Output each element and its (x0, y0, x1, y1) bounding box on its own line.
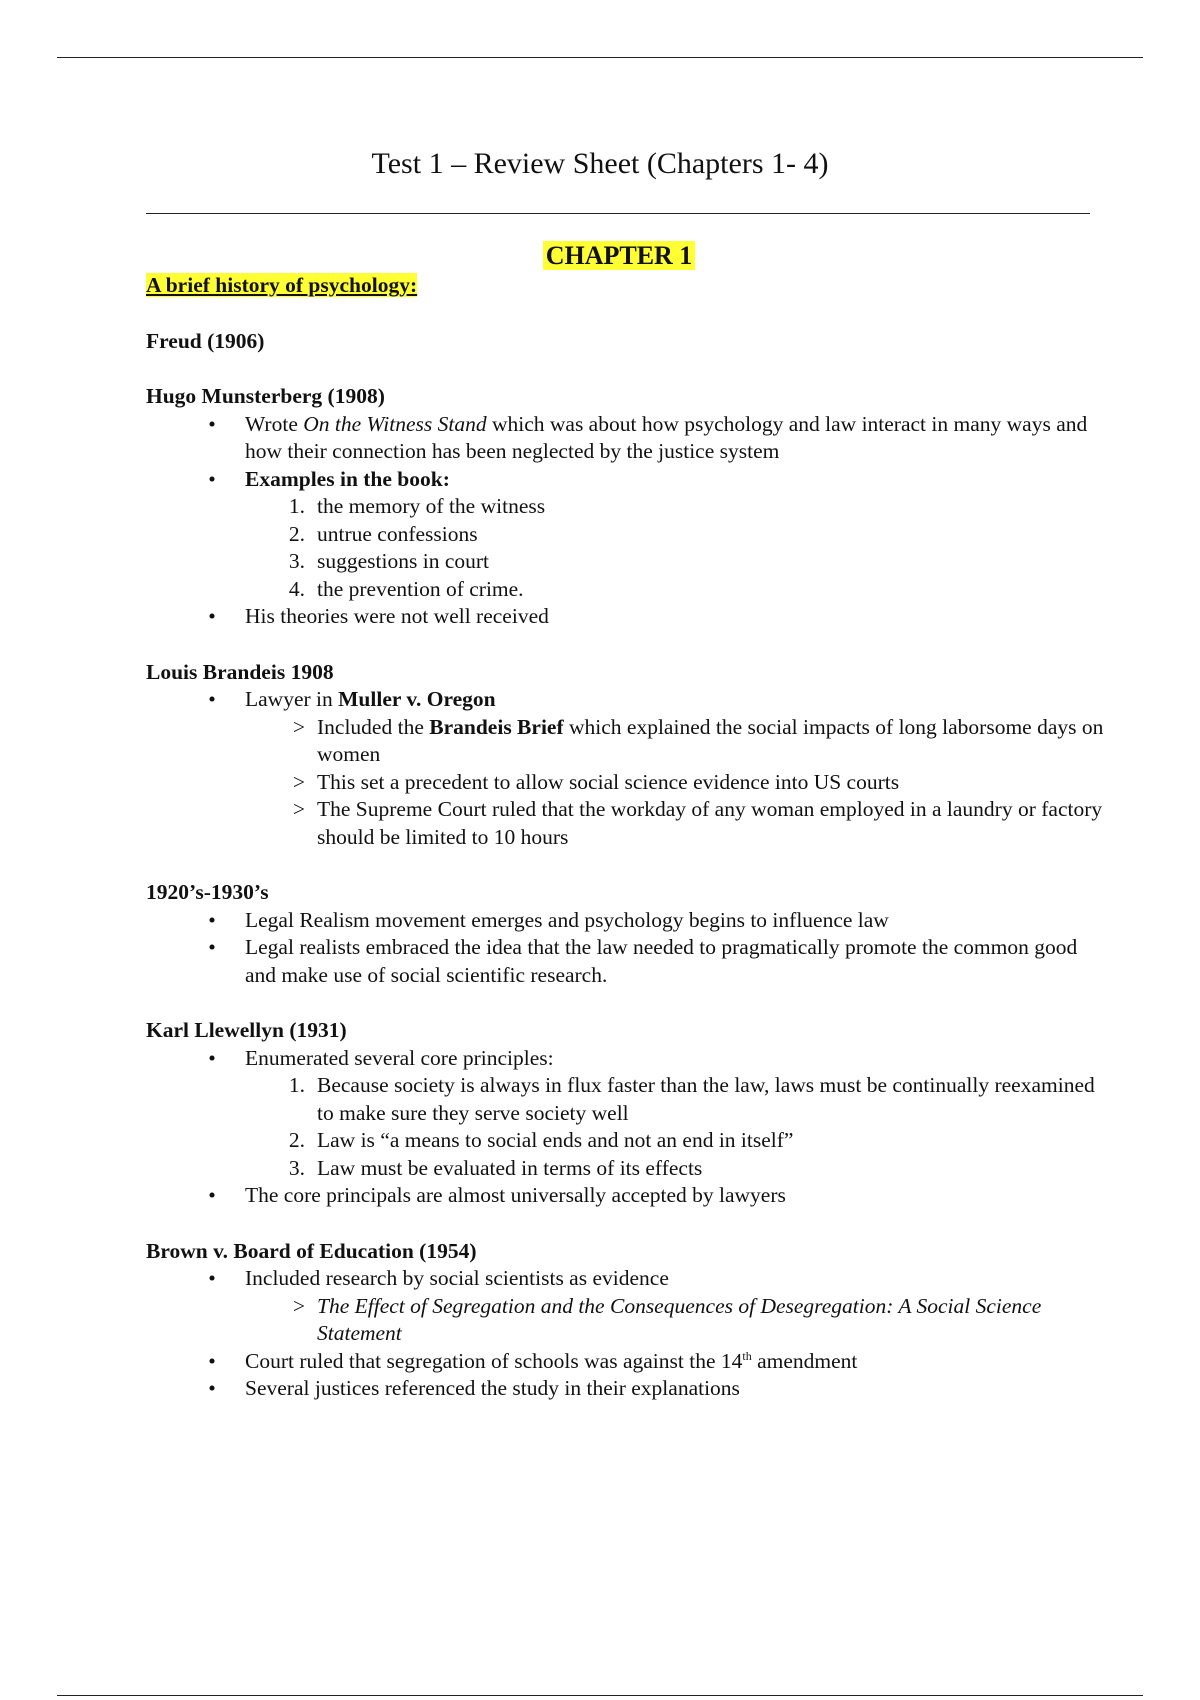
list-item: 3. Law must be evaluated in terms of its effects (288, 1155, 703, 1180)
book-title: On the Witness Stand (303, 411, 487, 436)
page-bottom-rule (57, 1695, 1143, 1696)
list-item: • Lawyer in Muller v. Oregon > Included the Brandeis Brief which explained the social impacts of long laborsome days on women > This set a precedent to allow social science evidence into US courts > The Supreme Court ruled that the workday of any woman employed in a laundry or factory should be limited to 10 hours (245, 686, 1106, 851)
brown-sublist (245, 1293, 1106, 1348)
realism-list (146, 907, 1106, 990)
list-item: • Wrote On the Witness Stand which was about how psychology and law interact in many ways and how their connection has been neglected by the justice system (208, 411, 1088, 463)
list-item: > This set a precedent to allow social science evidence into US courts (292, 769, 900, 794)
page-title: Test 1 – Review Sheet (Chapters 1- 4) (371, 147, 829, 180)
examples-list (245, 493, 1106, 603)
list-item: 2. untrue confessions (288, 521, 478, 546)
title-divider (146, 213, 1090, 214)
list-item: • Included research by social scientists as evidence > The Effect of Segregation and the Consequences of Desegregation: A Social Science Statement (245, 1265, 1106, 1348)
llewellyn-list (146, 1045, 1106, 1210)
section-heading: A brief history of psychology: (146, 273, 418, 297)
chapter-heading (0, 240, 1200, 272)
list-item: 2. Law is “a means to social ends and not an end in itself” (288, 1128, 794, 1152)
llewellyn-heading: Karl Llewellyn (1931) (146, 1018, 347, 1042)
chapter-label: CHAPTER 1 (543, 241, 696, 270)
brown-heading: Brown v. Board of Education (1954) (146, 1238, 477, 1263)
list-item: 1. Because society is always in flux faster than the law, laws must be continually reexamined to make sure they serve society well (288, 1073, 1095, 1125)
munsterberg-heading: Hugo Munsterberg (1908) (146, 384, 385, 408)
list-item: > The Supreme Court ruled that the workday of any woman employed in a laundry or factory should be limited to 10 hours (292, 797, 1103, 849)
brandeis-list (146, 686, 1106, 851)
list-item: • Examples in the book: 1. the memory of the witness 2. untrue confessions 3. suggestions in court 4. the prevention of crime. (245, 466, 1106, 604)
brandeis-sublist (245, 714, 1106, 852)
list-item: • Enumerated several core principles: 1. Because society is always in flux faster than the law, laws must be continually reexamined to make sure they serve society well 2. Law is “a means to social ends and not an end in itself” 3. Law must be evaluated in terms of its effects (245, 1045, 1106, 1183)
list-item: • The core principals are almost universally accepted by lawyers (208, 1183, 786, 1207)
list-item: > Included the Brandeis Brief which explained the social impacts of long laborsome days on women (292, 714, 1104, 766)
list-item: 1. the memory of the witness (288, 494, 546, 518)
brandeis-heading: Louis Brandeis 1908 (146, 659, 334, 684)
document-body (146, 272, 1106, 1403)
page-top-rule (57, 57, 1143, 58)
list-item: • Legal Realism movement emerges and psychology begins to influence law (208, 907, 889, 932)
list-item: • His theories were not well received (208, 604, 549, 628)
brown-list (146, 1265, 1106, 1403)
list-item: • Legal realists embraced the idea that the law needed to pragmatically promote the common good and make use of social scientific research. (208, 935, 1078, 987)
freud-heading: Freud (1906) (146, 328, 265, 353)
list-item: 4. the prevention of crime. (288, 576, 524, 601)
munsterberg-list (146, 411, 1106, 631)
realism-heading: 1920’s-1930’s (146, 880, 269, 904)
list-item: • Court ruled that segregation of schools was against the 14th amendment (208, 1348, 858, 1373)
list-item: • Several justices referenced the study in their explanations (208, 1376, 740, 1400)
list-item: 3. suggestions in court (288, 549, 489, 573)
principles-list (245, 1072, 1106, 1182)
list-item: > The Effect of Segregation and the Consequences of Desegregation: A Social Science Statement (292, 1293, 1042, 1345)
